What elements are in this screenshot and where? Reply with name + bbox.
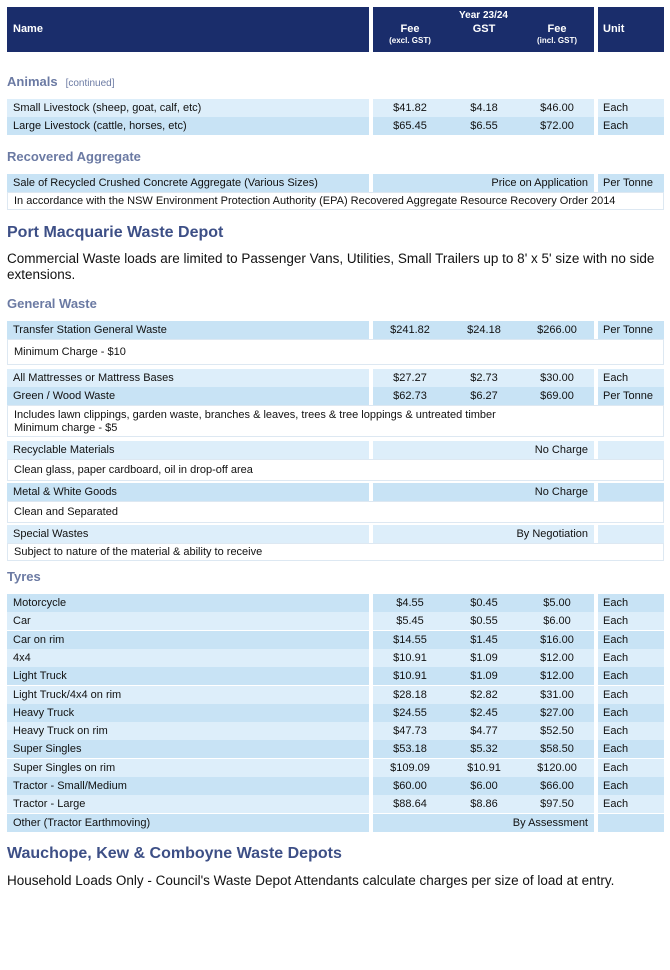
tyre-fees: [373, 777, 594, 795]
table-row: [7, 722, 664, 740]
port-macquarie-text: Commercial Waste loads are limited to Passenger Vans, Utilities, Small Trailers up to 8' x 5' size with no side extensions.: [7, 251, 655, 282]
aggregate-note: In accordance with the NSW Environment Protection Authority (EPA) Recovered Aggregate Resource Recovery Order 2014: [7, 192, 664, 210]
unit: [598, 814, 664, 832]
tyre-name: Light Truck: [7, 667, 369, 685]
unit: Each: [598, 795, 664, 813]
wauchope-text: Household Loads Only - Council's Waste Depot Attendants calculate charges per size of load at entry.: [7, 873, 615, 888]
section-aggregate-title: Recovered Aggregate: [7, 149, 141, 164]
unit: Each: [598, 704, 664, 722]
tyre-fees: [373, 759, 594, 777]
fee-incl: $27.00: [540, 706, 574, 719]
tyre-fees: [373, 740, 594, 758]
table-row: Sale of Recycled Crushed Concrete Aggregate (Various Sizes) Price on Application Per Tonne: [7, 174, 664, 192]
tyre-name: Car on rim: [7, 631, 369, 649]
fee-incl: $16.00: [540, 633, 574, 646]
table-row: [7, 814, 664, 832]
gst: $0.55: [470, 615, 498, 628]
gst: $5.32: [470, 743, 498, 756]
table-row: Small Livestock (sheep, goat, calf, etc) $41.82 $4.18 $46.00 Each: [7, 99, 664, 117]
table-row: [7, 777, 664, 795]
table-row: [7, 759, 664, 777]
unit: Each: [598, 759, 664, 777]
table-header: [7, 7, 664, 52]
tyre-fees: [373, 594, 594, 612]
unit: Each: [598, 777, 664, 795]
tyre-name: Light Truck/4x4 on rim: [7, 686, 369, 704]
gst: $1.45: [470, 633, 498, 646]
fee-incl: $6.00: [543, 615, 571, 628]
tyre-fees: [373, 704, 594, 722]
fee-excl: $60.00: [393, 780, 427, 792]
fee-incl: $58.50: [540, 743, 574, 756]
tyre-fees: [373, 722, 594, 740]
tyre-name: Super Singles: [7, 740, 369, 758]
unit: Each: [598, 740, 664, 758]
fee-excl: $109.09: [390, 761, 430, 774]
unit: Each: [598, 649, 664, 667]
fee-excl: $10.91: [393, 670, 427, 683]
fee-excl: $5.45: [396, 615, 424, 628]
table-row: [7, 686, 664, 704]
header-gst: GST: [472, 23, 496, 35]
continued-label: [continued]: [65, 78, 115, 89]
table-row: Metal & White Goods No Charge: [7, 483, 664, 501]
table-row: [7, 795, 664, 813]
header-unit: Unit: [598, 7, 664, 52]
fee-incl: $12.00: [540, 670, 574, 683]
table-row: Green / Wood Waste $62.73 $6.27 $69.00 Per Tonne: [7, 387, 664, 405]
unit: Each: [598, 631, 664, 649]
recyclable-note: Clean glass, paper cardboard, oil in drop-off area: [7, 459, 664, 481]
tyre-name: Tractor - Large: [7, 795, 369, 813]
fee-excl: $28.18: [393, 688, 427, 701]
tyre-name: Tractor - Small/Medium: [7, 777, 369, 795]
header-fee-excl: Fee (excl. GST): [389, 23, 431, 45]
fee-incl: $66.00: [540, 780, 574, 792]
unit: Each: [598, 667, 664, 685]
fee-incl: $52.50: [540, 725, 574, 738]
tyre-name: Heavy Truck: [7, 704, 369, 722]
section-tyres-title: Tyres: [7, 569, 41, 584]
section-animals-title: Animals [continued]: [7, 74, 115, 89]
fee-excl: $24.55: [393, 706, 427, 719]
tyre-fees: [373, 686, 594, 704]
port-macquarie-title: Port Macquarie Waste Depot: [7, 224, 224, 241]
header-name: Name: [7, 7, 369, 52]
transfer-note: Minimum Charge - $10: [7, 339, 664, 365]
table-row: [7, 649, 664, 667]
fee-incl: $120.00: [537, 761, 577, 774]
fee-incl: $31.00: [540, 688, 574, 701]
fee-excl: $88.64: [393, 798, 427, 811]
table-row: Recyclable Materials No Charge: [7, 441, 664, 459]
fee-incl: $5.00: [543, 597, 571, 609]
fee-excl: $47.73: [393, 725, 427, 738]
header-fee-incl: Fee (incl. GST): [537, 23, 577, 45]
header-year: Year 23/24: [459, 10, 508, 21]
tyre-fees: [373, 795, 594, 813]
table-row: [7, 740, 664, 758]
table-row: [7, 594, 664, 612]
tyre-fees: [373, 612, 594, 630]
green-waste-note: Includes lawn clippings, garden waste, branches & leaves, trees & tree loppings & untreated timber Minimum charge - $5: [7, 405, 664, 437]
gst: $8.86: [470, 798, 498, 811]
fee-excl: $10.91: [393, 651, 427, 664]
tyre-name: Other (Tractor Earthmoving): [7, 814, 369, 832]
fee-incl: $97.50: [540, 798, 574, 811]
tyre-name: Motorcycle: [7, 594, 369, 612]
fee-incl: $12.00: [540, 651, 574, 664]
gst: $6.00: [470, 780, 498, 792]
gst: $1.09: [470, 670, 498, 683]
table-row: Transfer Station General Waste $241.82 $24.18 $266.00 Per Tonne: [7, 321, 664, 339]
tyre-fees: [373, 649, 594, 667]
table-row: Special Wastes By Negotiation: [7, 525, 664, 543]
unit: Each: [598, 612, 664, 630]
fee-excl: $53.18: [393, 743, 427, 756]
fee-excl: $4.55: [396, 597, 424, 609]
tyre-fees: By Assessment: [373, 814, 594, 832]
special-note: Subject to nature of the material & ability to receive: [7, 543, 664, 561]
tyre-name: Car: [7, 612, 369, 630]
metal-note: Clean and Separated: [7, 501, 664, 523]
gst: $4.77: [470, 725, 498, 738]
table-row: [7, 612, 664, 630]
table-row: [7, 704, 664, 722]
tyre-name: Heavy Truck on rim: [7, 722, 369, 740]
table-row: Large Livestock (cattle, horses, etc) $65.45 $6.55 $72.00 Each: [7, 117, 664, 135]
header-year-group: [373, 7, 594, 52]
unit: Each: [598, 722, 664, 740]
section-general-waste-title: General Waste: [7, 296, 97, 311]
table-row: [7, 631, 664, 649]
table-row: [7, 667, 664, 685]
tyre-name: 4x4: [7, 649, 369, 667]
gst: $1.09: [470, 651, 498, 664]
gst: $2.82: [470, 688, 498, 701]
wauchope-title: Wauchope, Kew & Comboyne Waste Depots: [7, 845, 342, 862]
tyre-name: Super Singles on rim: [7, 759, 369, 777]
gst: $2.45: [470, 706, 498, 719]
table-row: All Mattresses or Mattress Bases $27.27 $2.73 $30.00 Each: [7, 369, 664, 387]
tyre-fees: [373, 631, 594, 649]
unit: Each: [598, 686, 664, 704]
tyre-fees: [373, 667, 594, 685]
fee-excl: $14.55: [393, 633, 427, 646]
unit: Each: [598, 594, 664, 612]
gst: $0.45: [470, 597, 498, 609]
gst: $10.91: [467, 761, 501, 774]
fees-page: [7, 7, 664, 888]
